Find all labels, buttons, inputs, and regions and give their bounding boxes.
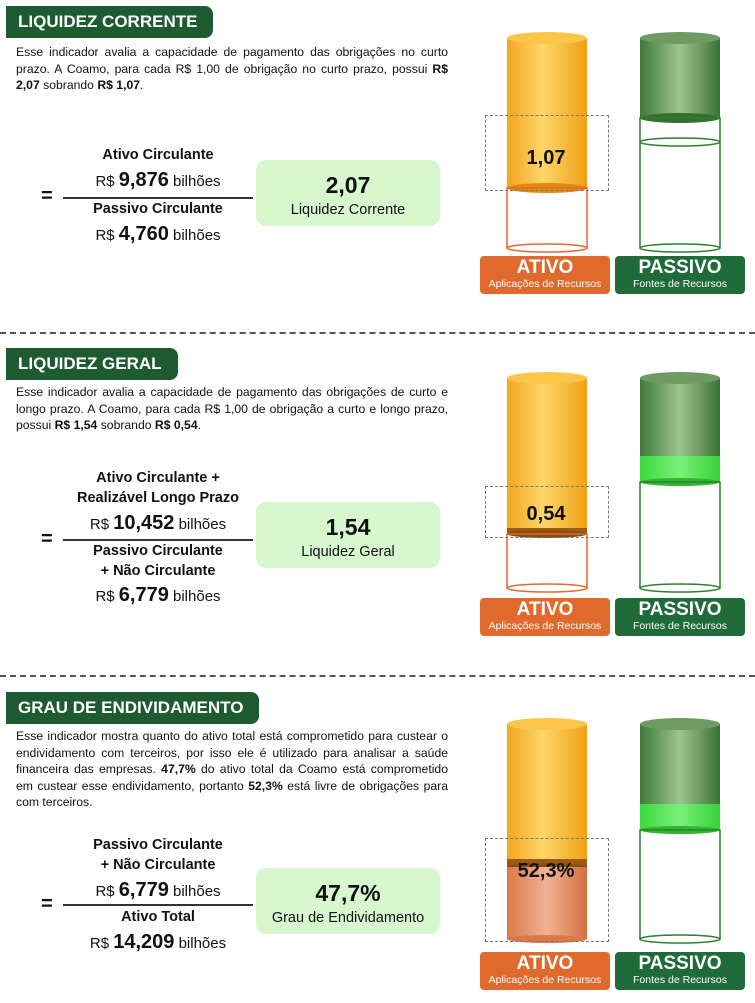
result-box	[256, 502, 440, 568]
section-divider	[0, 675, 755, 677]
passivo-legend	[615, 598, 745, 636]
result-value: 2,07	[325, 172, 371, 198]
section-grau-endividamento	[0, 682, 755, 1003]
section-title: LIQUIDEZ CORRENTE	[6, 6, 213, 38]
cylinder-value: 52,3%	[517, 860, 575, 882]
desc-text: do ativo total da Coamo está comprometido em custear esse endividamento, portanto	[16, 762, 448, 793]
ativo-legend	[480, 256, 610, 294]
desc-highlight: R$ 2,07	[16, 61, 448, 92]
ativo-title: ATIVO	[516, 953, 574, 974]
section-title: GRAU DE ENDIVIDAMENTO	[6, 692, 259, 724]
denominator-label: Passivo Circulante	[93, 543, 223, 559]
passivo-legend	[615, 952, 745, 990]
formula	[41, 835, 253, 955]
desc-highlight: R$ 1,54	[54, 418, 98, 432]
numerator-label: Ativo Circulante +	[96, 470, 220, 486]
section-liquidez-corrente	[0, 0, 755, 330]
ativo-subtitle: Aplicações de Recursos	[488, 620, 602, 632]
denominator-value: R$ 4,760 bilhões	[95, 223, 221, 245]
ativo-title: ATIVO	[516, 599, 574, 620]
desc-highlight: R$ 0,54	[154, 418, 198, 432]
fraction-bar	[63, 197, 253, 199]
desc-text: Esse indicador avalia a capacidade de pagamento das obrigações no curto prazo. A Coamo, para cada R$ 1,00 de obrigação no curto prazo, possui	[16, 45, 448, 76]
denominator-label: + Não Circulante	[100, 563, 216, 579]
section-description	[16, 384, 448, 434]
equals-sign: =	[41, 185, 53, 207]
numerator-label: Ativo Circulante	[102, 147, 214, 163]
denominator-value: R$ 6,779 bilhões	[95, 584, 221, 606]
numerator-value: R$ 9,876 bilhões	[95, 169, 221, 191]
denominator-label: Passivo Circulante	[93, 201, 223, 217]
ativo-legend	[480, 598, 610, 636]
ativo-cylinder	[500, 370, 594, 595]
numerator-value: R$ 6,779 bilhões	[95, 879, 221, 901]
cylinder-value: 1,07	[526, 147, 566, 169]
section-description	[16, 728, 448, 811]
desc-highlight: 47,7%	[161, 762, 196, 776]
passivo-title: PASSIVO	[638, 599, 722, 620]
passivo-cylinder	[633, 716, 727, 946]
passivo-title: PASSIVO	[638, 257, 722, 278]
fraction-bar	[63, 539, 253, 541]
result-box	[256, 160, 440, 226]
numerator-label: Realizável Longo Prazo	[77, 490, 239, 506]
section-title: LIQUIDEZ GERAL	[6, 348, 178, 380]
desc-text: está livre de obrigações para com terceiros.	[16, 778, 448, 809]
numerator-value: R$ 10,452 bilhões	[89, 512, 227, 534]
section-liquidez-geral	[0, 340, 755, 670]
denominator-label: Ativo Total	[121, 909, 195, 925]
denominator-value: R$ 14,209 bilhões	[89, 931, 227, 953]
desc-text: sobrando	[39, 78, 98, 92]
desc-text: .	[197, 418, 201, 432]
ativo-legend	[480, 952, 610, 990]
fraction-bar	[63, 904, 253, 906]
result-box	[256, 868, 440, 934]
result-label: Grau de Endividamento	[271, 910, 425, 926]
passivo-legend	[615, 256, 745, 294]
desc-text: sobrando	[97, 418, 155, 432]
cylinder-value: 0,54	[526, 503, 566, 525]
formula	[41, 145, 253, 255]
equals-sign: =	[41, 893, 53, 915]
desc-text: .	[140, 78, 144, 92]
passivo-subtitle: Fontes de Recursos	[633, 974, 727, 986]
highlight-box	[485, 838, 609, 942]
desc-text: Esse indicador avalia a capacidade de pagamento das obrigações de curto e longo prazo. A Coamo, para cada R$ 1,00 de obrigação a curto e longo prazo, possui	[16, 385, 448, 432]
ativo-subtitle: Aplicações de Recursos	[488, 278, 602, 290]
passivo-cylinder	[633, 30, 727, 255]
equals-sign: =	[41, 528, 53, 550]
desc-highlight: 52,3%	[248, 778, 283, 793]
ativo-title: ATIVO	[516, 257, 574, 278]
section-description	[16, 44, 448, 94]
desc-highlight: R$ 1,07	[97, 78, 141, 92]
passivo-subtitle: Fontes de Recursos	[633, 278, 727, 290]
section-divider	[0, 332, 755, 334]
passivo-title: PASSIVO	[638, 953, 722, 974]
numerator-label: + Não Circulante	[100, 857, 216, 873]
passivo-cylinder	[633, 370, 727, 595]
result-label: Liquidez Geral	[301, 544, 395, 560]
result-value: 47,7%	[315, 880, 381, 906]
desc-text: Esse indicador mostra quanto do ativo total está comprometido para custear o endividamento com terceiros, por isso ele é utilizado para analisar a saúde financeira das empresas.	[16, 729, 448, 776]
ativo-subtitle: Aplicações de Recursos	[488, 974, 602, 986]
result-label: Liquidez Corrente	[290, 202, 406, 218]
formula	[41, 468, 253, 608]
passivo-subtitle: Fontes de Recursos	[633, 620, 727, 632]
numerator-label: Passivo Circulante	[93, 837, 223, 853]
result-value: 1,54	[325, 514, 371, 540]
